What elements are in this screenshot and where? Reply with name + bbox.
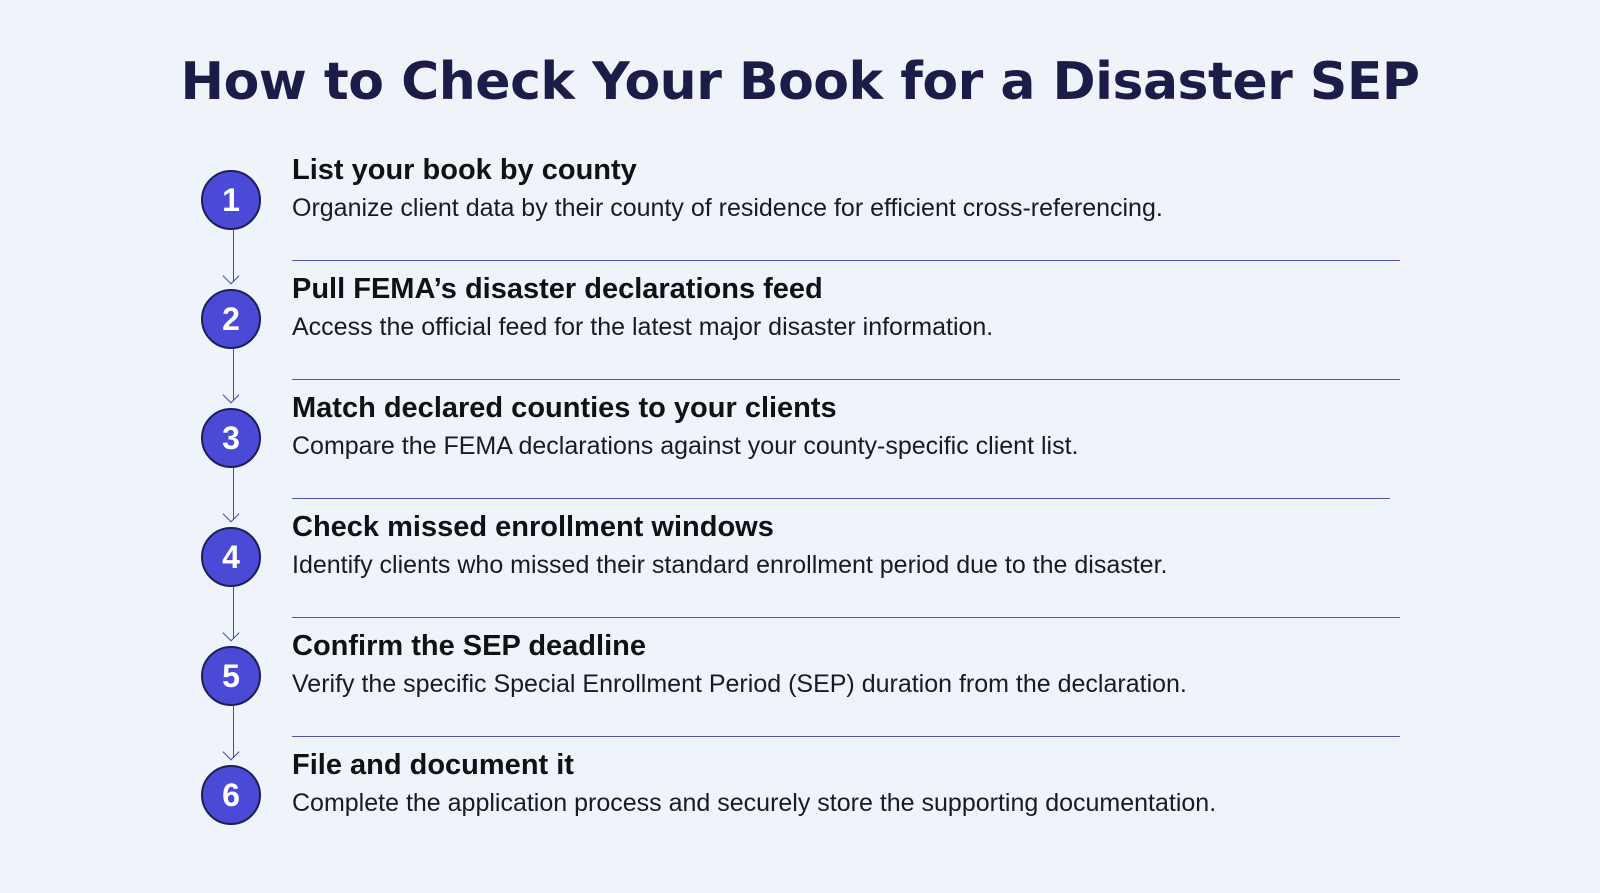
step-description: Organize client data by their county of residence for efficient cross-referencing. xyxy=(292,194,1163,222)
step-divider xyxy=(292,260,1400,261)
step-number-badge: 3 xyxy=(201,408,261,468)
step-number-badge: 1 xyxy=(201,170,261,230)
step-1 xyxy=(0,154,1600,289)
step-divider xyxy=(292,379,1400,380)
step-2 xyxy=(0,273,1600,408)
step-description: Access the official feed for the latest major disaster information. xyxy=(292,313,994,341)
step-description: Verify the specific Special Enrollment Period (SEP) duration from the declaration. xyxy=(292,670,1187,698)
step-description: Complete the application process and securely store the supporting documentation. xyxy=(292,789,1217,817)
step-5 xyxy=(0,630,1600,765)
step-description: Identify clients who missed their standard enrollment period due to the disaster. xyxy=(292,551,1168,579)
step-description: Compare the FEMA declarations against your county-specific client list. xyxy=(292,432,1079,460)
step-number-badge: 4 xyxy=(201,527,261,587)
step-number-badge: 5 xyxy=(201,646,261,706)
step-title: Confirm the SEP deadline xyxy=(292,630,646,662)
step-divider xyxy=(292,617,1400,618)
step-title: List your book by county xyxy=(292,154,637,186)
step-number-badge: 6 xyxy=(201,765,261,825)
step-3 xyxy=(0,392,1600,527)
step-divider xyxy=(292,498,1390,499)
step-4 xyxy=(0,511,1600,646)
step-title: Match declared counties to your clients xyxy=(292,392,837,424)
step-number-badge: 2 xyxy=(201,289,261,349)
page-title: How to Check Your Book for a Disaster SEP xyxy=(180,52,1420,112)
step-divider xyxy=(292,736,1400,737)
step-title: Pull FEMA’s disaster declarations feed xyxy=(292,273,823,305)
step-6 xyxy=(0,749,1600,884)
step-title: Check missed enrollment windows xyxy=(292,511,774,543)
step-title: File and document it xyxy=(292,749,574,781)
